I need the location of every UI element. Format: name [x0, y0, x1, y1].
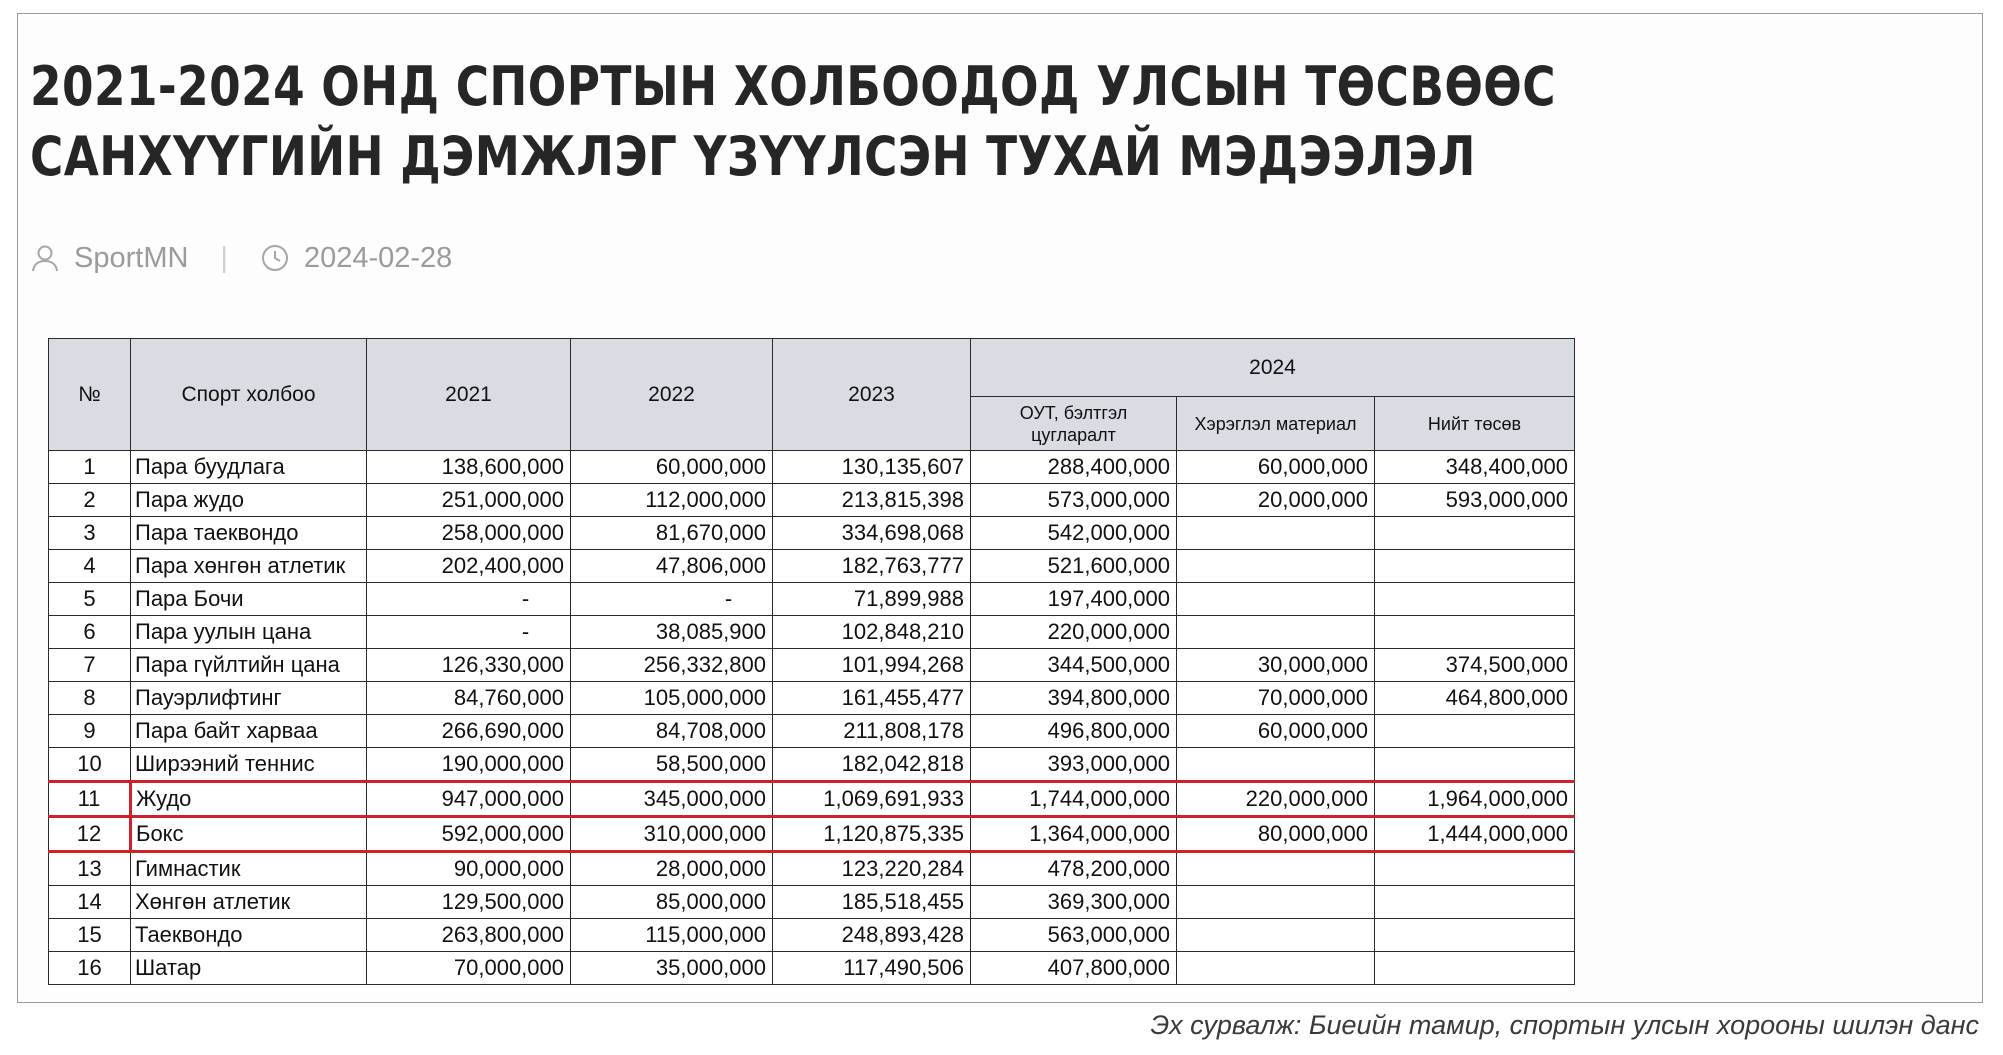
header-federation: Спорт холбоо: [131, 339, 367, 451]
cell-y2023: 185,518,455: [773, 886, 971, 919]
cell-event: 288,400,000: [971, 451, 1177, 484]
cell-y2022: 47,806,000: [571, 550, 773, 583]
cell-y2021: 263,800,000: [367, 919, 571, 952]
cell-name: Хөнгөн атлетик: [131, 886, 367, 919]
cell-name: Таеквондо: [131, 919, 367, 952]
cell-equipment: 60,000,000: [1177, 715, 1375, 748]
cell-no: 11: [49, 782, 131, 817]
cell-equipment: [1177, 583, 1375, 616]
cell-total: 593,000,000: [1375, 484, 1575, 517]
clock-icon: [260, 243, 290, 273]
table-row: [49, 748, 1575, 782]
header-no: №: [49, 339, 131, 451]
author-link[interactable]: SportMN: [74, 241, 189, 274]
cell-y2023: 1,069,691,933: [773, 782, 971, 817]
cell-y2022: 35,000,000: [571, 952, 773, 985]
cell-y2023: 117,490,506: [773, 952, 971, 985]
cell-y2021: 251,000,000: [367, 484, 571, 517]
cell-y2023: 211,808,178: [773, 715, 971, 748]
cell-equipment: [1177, 550, 1375, 583]
cell-y2022: 310,000,000: [571, 817, 773, 852]
header-equipment: Хэрэглэл материал: [1177, 397, 1375, 451]
cell-y2022: -: [571, 583, 773, 616]
user-icon: [30, 243, 60, 273]
cell-total: 464,800,000: [1375, 682, 1575, 715]
cell-equipment: 80,000,000: [1177, 817, 1375, 852]
cell-total: [1375, 852, 1575, 886]
cell-total: [1375, 886, 1575, 919]
cell-name: Шатар: [131, 952, 367, 985]
funding-table: [48, 338, 1575, 985]
table-row: [49, 616, 1575, 649]
cell-event: 394,800,000: [971, 682, 1177, 715]
cell-equipment: [1177, 748, 1375, 782]
cell-y2023: 102,848,210: [773, 616, 971, 649]
cell-name: Пара байт харваа: [131, 715, 367, 748]
cell-no: 7: [49, 649, 131, 682]
cell-y2021: 90,000,000: [367, 852, 571, 886]
table-body: [49, 451, 1575, 985]
cell-event: 563,000,000: [971, 919, 1177, 952]
header-2023: 2023: [773, 339, 971, 451]
cell-event: 369,300,000: [971, 886, 1177, 919]
cell-y2023: 1,120,875,335: [773, 817, 971, 852]
cell-y2022: 345,000,000: [571, 782, 773, 817]
cell-name: Жудо: [131, 782, 367, 817]
cell-no: 5: [49, 583, 131, 616]
cell-event: 197,400,000: [971, 583, 1177, 616]
cell-y2023: 182,763,777: [773, 550, 971, 583]
cell-total: 1,444,000,000: [1375, 817, 1575, 852]
cell-total: [1375, 715, 1575, 748]
cell-event: 220,000,000: [971, 616, 1177, 649]
cell-y2021: 126,330,000: [367, 649, 571, 682]
article-meta: [30, 236, 452, 280]
cell-y2021: 190,000,000: [367, 748, 571, 782]
cell-y2022: 81,670,000: [571, 517, 773, 550]
cell-name: Пауэрлифтинг: [131, 682, 367, 715]
cell-total: 1,964,000,000: [1375, 782, 1575, 817]
header-event: ОУТ, бэлтгэл цугларалт: [971, 397, 1177, 451]
cell-y2022: 115,000,000: [571, 919, 773, 952]
article-frame: [17, 13, 1983, 1003]
header-2022: 2022: [571, 339, 773, 451]
article-title: 2021-2024 ОНД СПОРТЫН ХОЛБООДОД УЛСЫН ТӨСВӨӨС САНХҮҮГИЙН ДЭМЖЛЭГ ҮЗҮҮЛСЭН ТУХАЙ МЭДЭЭЛЭЛ: [30, 55, 1556, 188]
cell-event: 1,364,000,000: [971, 817, 1177, 852]
source-caption: Эх сурвалж: Биеийн тамир, спортын улсын хорооны шилэн данс: [1150, 1010, 1979, 1040]
table-row: [49, 550, 1575, 583]
table-row: [49, 484, 1575, 517]
cell-name: Пара жудо: [131, 484, 367, 517]
cell-name: Ширээний теннис: [131, 748, 367, 782]
cell-y2021: 592,000,000: [367, 817, 571, 852]
cell-y2021: 947,000,000: [367, 782, 571, 817]
cell-equipment: [1177, 886, 1375, 919]
cell-total: 348,400,000: [1375, 451, 1575, 484]
header-2021: 2021: [367, 339, 571, 451]
cell-y2023: 213,815,398: [773, 484, 971, 517]
cell-y2022: 105,000,000: [571, 682, 773, 715]
cell-total: 374,500,000: [1375, 649, 1575, 682]
cell-event: 344,500,000: [971, 649, 1177, 682]
table-row: [49, 451, 1575, 484]
cell-y2023: 130,135,607: [773, 451, 971, 484]
cell-event: 542,000,000: [971, 517, 1177, 550]
cell-no: 1: [49, 451, 131, 484]
cell-no: 4: [49, 550, 131, 583]
cell-y2022: 84,708,000: [571, 715, 773, 748]
cell-y2021: -: [367, 583, 571, 616]
cell-equipment: 70,000,000: [1177, 682, 1375, 715]
cell-equipment: [1177, 517, 1375, 550]
table-row: [49, 649, 1575, 682]
cell-equipment: [1177, 616, 1375, 649]
cell-no: 9: [49, 715, 131, 748]
cell-equipment: 220,000,000: [1177, 782, 1375, 817]
cell-y2021: 258,000,000: [367, 517, 571, 550]
cell-y2021: 84,760,000: [367, 682, 571, 715]
cell-y2022: 38,085,900: [571, 616, 773, 649]
cell-total: [1375, 919, 1575, 952]
cell-total: [1375, 952, 1575, 985]
cell-event: 393,000,000: [971, 748, 1177, 782]
cell-y2022: 112,000,000: [571, 484, 773, 517]
cell-event: 573,000,000: [971, 484, 1177, 517]
cell-equipment: 30,000,000: [1177, 649, 1375, 682]
cell-no: 3: [49, 517, 131, 550]
cell-y2021: 202,400,000: [367, 550, 571, 583]
cell-total: [1375, 616, 1575, 649]
publish-date: 2024-02-28: [303, 241, 453, 274]
cell-no: 6: [49, 616, 131, 649]
cell-y2022: 256,332,800: [571, 649, 773, 682]
table-row: [49, 715, 1575, 748]
table-row: [49, 682, 1575, 715]
cell-y2021: 70,000,000: [367, 952, 571, 985]
cell-y2023: 101,994,268: [773, 649, 971, 682]
cell-equipment: 20,000,000: [1177, 484, 1375, 517]
cell-total: [1375, 517, 1575, 550]
cell-event: 1,744,000,000: [971, 782, 1177, 817]
cell-name: Пара Бочи: [131, 583, 367, 616]
cell-y2023: 161,455,477: [773, 682, 971, 715]
cell-y2022: 60,000,000: [571, 451, 773, 484]
cell-y2021: 266,690,000: [367, 715, 571, 748]
cell-no: 2: [49, 484, 131, 517]
table-row: [49, 952, 1575, 985]
cell-name: Пара уулын цана: [131, 616, 367, 649]
cell-equipment: 60,000,000: [1177, 451, 1375, 484]
cell-y2021: 138,600,000: [367, 451, 571, 484]
cell-event: 521,600,000: [971, 550, 1177, 583]
cell-y2023: 71,899,988: [773, 583, 971, 616]
cell-y2022: 28,000,000: [571, 852, 773, 886]
table-row: [49, 517, 1575, 550]
cell-no: 10: [49, 748, 131, 782]
table-row: [49, 852, 1575, 886]
cell-y2021: 129,500,000: [367, 886, 571, 919]
table-row: [49, 583, 1575, 616]
cell-y2023: 182,042,818: [773, 748, 971, 782]
cell-no: 13: [49, 852, 131, 886]
cell-equipment: [1177, 952, 1375, 985]
cell-name: Пара таеквондо: [131, 517, 367, 550]
cell-total: [1375, 583, 1575, 616]
table-row: [49, 919, 1575, 952]
cell-equipment: [1177, 852, 1375, 886]
cell-name: Пара гүйлтийн цана: [131, 649, 367, 682]
meta-separator: |: [220, 241, 228, 274]
table-row: [49, 817, 1575, 852]
cell-y2021: -: [367, 616, 571, 649]
header-total: Нийт төсөв: [1375, 397, 1575, 451]
cell-y2022: 85,000,000: [571, 886, 773, 919]
cell-total: [1375, 748, 1575, 782]
cell-event: 478,200,000: [971, 852, 1177, 886]
table-row: [49, 886, 1575, 919]
cell-no: 15: [49, 919, 131, 952]
cell-event: 407,800,000: [971, 952, 1177, 985]
cell-no: 12: [49, 817, 131, 852]
cell-y2023: 248,893,428: [773, 919, 971, 952]
cell-equipment: [1177, 919, 1375, 952]
table-row: [49, 782, 1575, 817]
cell-name: Гимнастик: [131, 852, 367, 886]
cell-y2023: 123,220,284: [773, 852, 971, 886]
cell-event: 496,800,000: [971, 715, 1177, 748]
cell-no: 8: [49, 682, 131, 715]
cell-no: 14: [49, 886, 131, 919]
cell-y2023: 334,698,068: [773, 517, 971, 550]
cell-name: Бокс: [131, 817, 367, 852]
cell-name: Пара хөнгөн атлетик: [131, 550, 367, 583]
cell-total: [1375, 550, 1575, 583]
cell-y2022: 58,500,000: [571, 748, 773, 782]
header-2024: 2024: [971, 339, 1575, 397]
cell-no: 16: [49, 952, 131, 985]
cell-name: Пара буудлага: [131, 451, 367, 484]
